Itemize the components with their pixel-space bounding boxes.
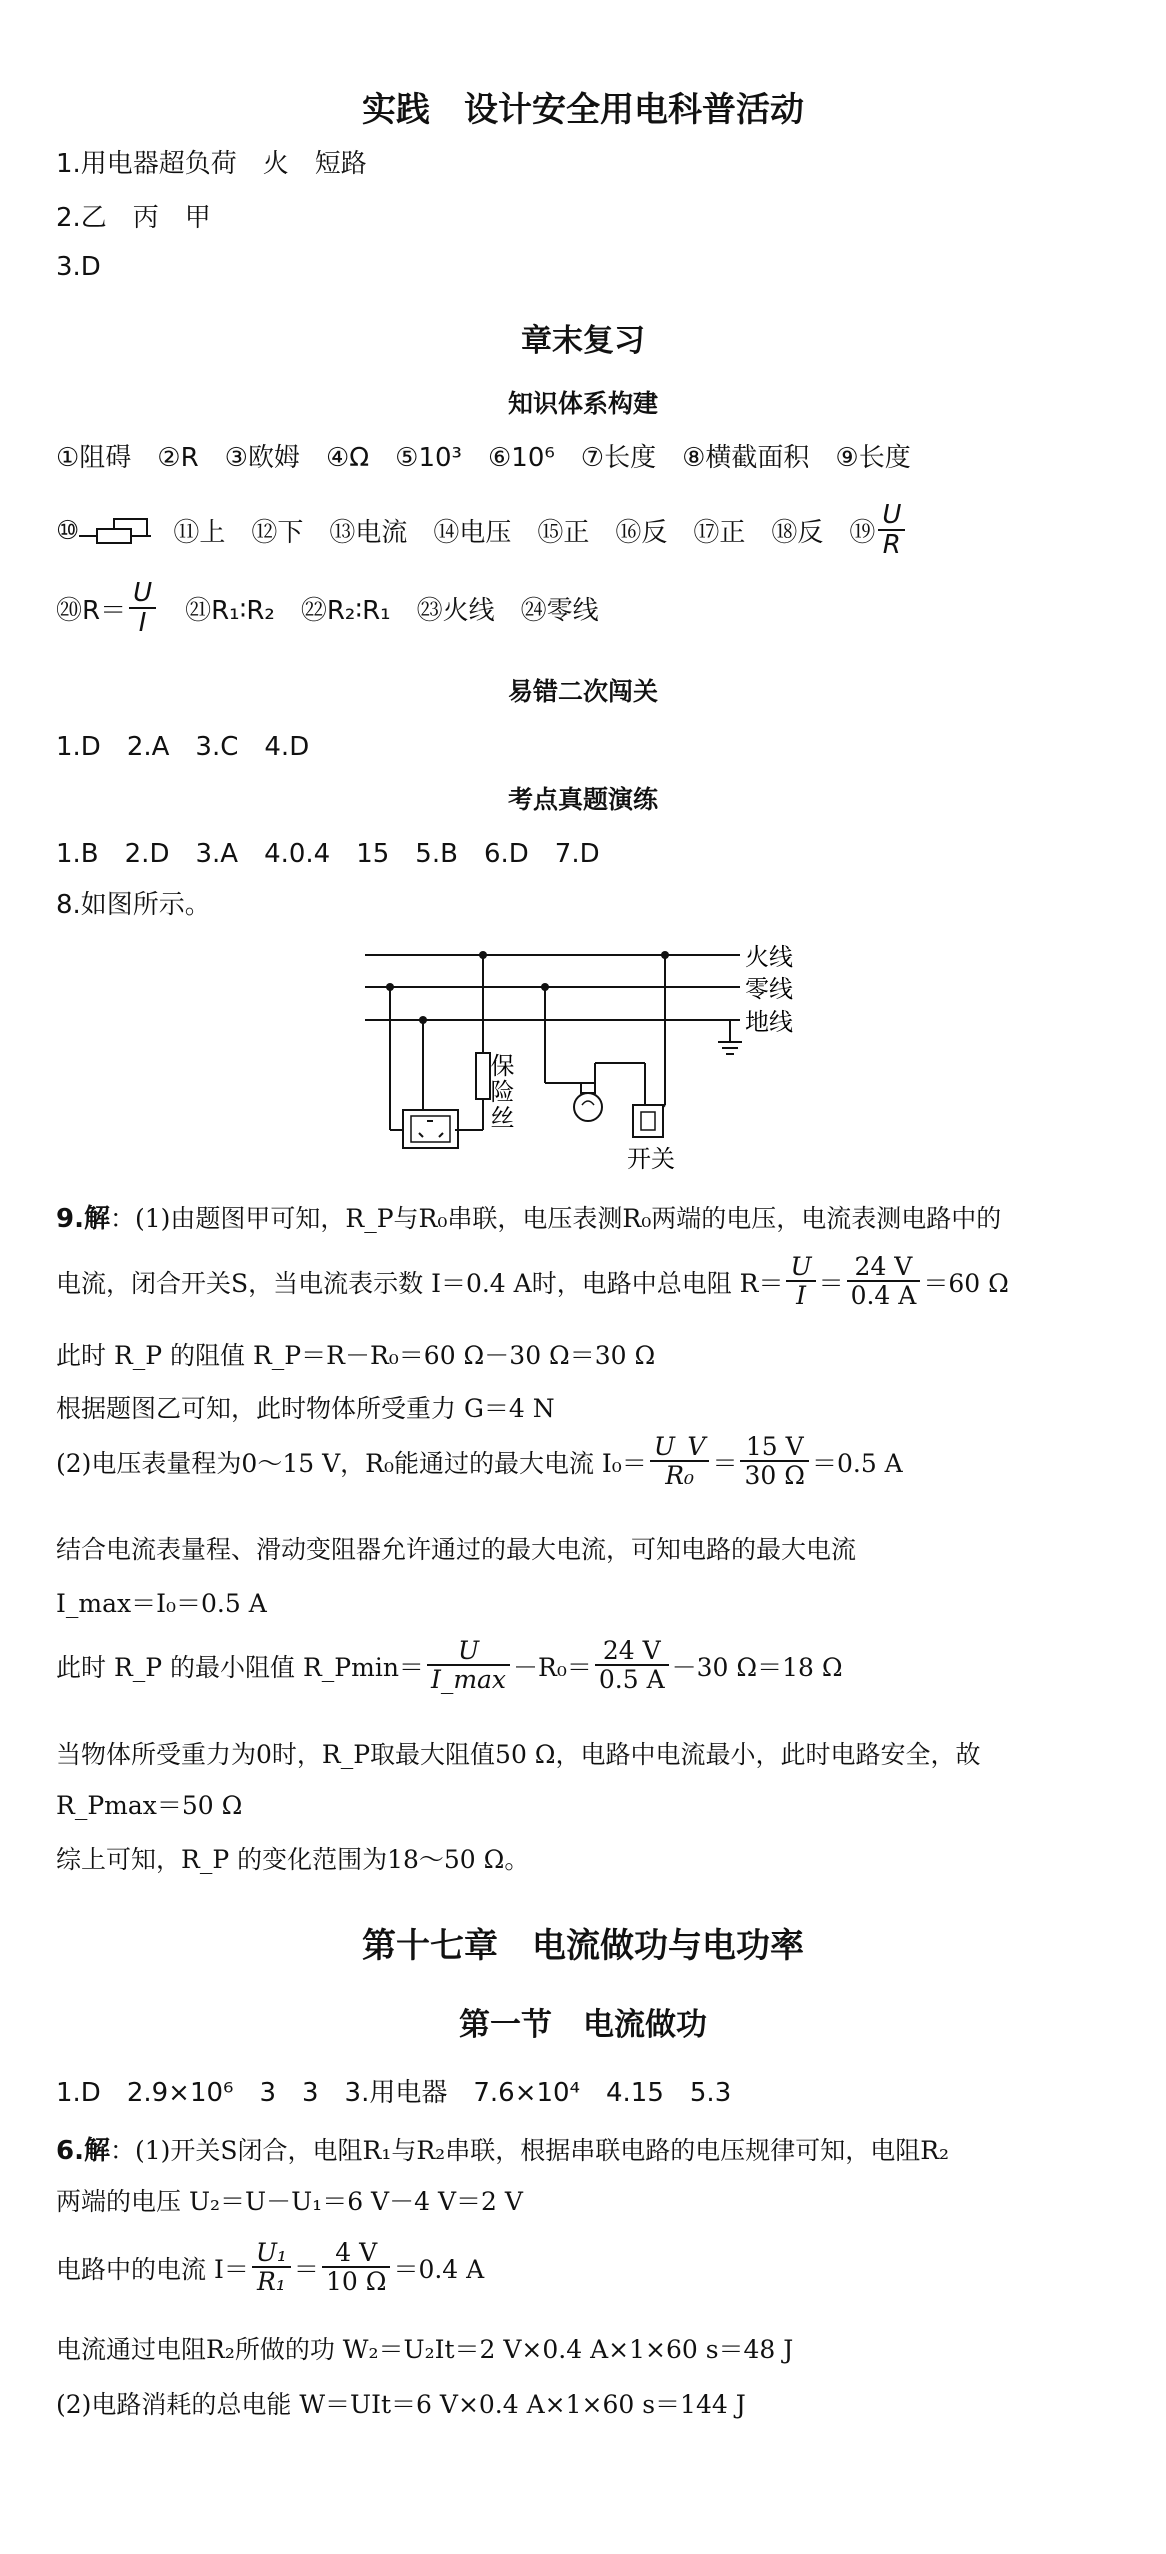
q6-line-1: 6.解：(1)开关S闭合，电阻R₁与R₂串联，根据串联电路的电压规律可知，电阻R₂ — [56, 2136, 950, 2166]
fraction: $\frac{\text{U₁}}{\text{R₁}}$ — [252, 2240, 291, 2296]
fraction: $\frac{4 V}{10 \Omega}$ — [322, 2240, 391, 2296]
q9-line-10: R_Pmax＝50 Ω — [56, 1791, 243, 1820]
q6-line-4: 电流通过电阻R₂所做的功 W₂＝U₂It＝2 V×0.4 A×1×60 s＝48 J — [56, 2335, 794, 2364]
q9-line-7: I_max＝I₀＝0.5 A — [56, 1589, 267, 1618]
fuse-label: 保险丝 — [486, 1053, 514, 1131]
q9-line-3: 此时 R_P 的阻值 R_P＝R－R₀＝60 Ω－30 Ω＝30 Ω — [56, 1341, 656, 1370]
fraction: $\frac{24 V}{0.4 A}$ — [847, 1254, 921, 1310]
practice-answer-2: 2.乙 丙 甲 — [56, 203, 211, 233]
fraction: $\frac{U}{I}$ — [786, 1254, 815, 1310]
question-8: 8.如图所示。 — [56, 890, 211, 920]
chapter-17-title: 第十七章 电流做功与电功率 — [362, 1926, 804, 1966]
ground-wire-label: 地线 — [745, 1008, 793, 1036]
fraction: $\frac{U\_V}{\text{R₀}}$ — [650, 1434, 710, 1490]
q9-line-1: 9.解：(1)由题图甲可知，R_P与R₀串联，电压表测R₀两端的电压，电流表测电路中的 — [56, 1204, 1002, 1234]
q9-line-5: (2)电压表量程为0～15 V，R₀能通过的最大电流 I₀＝ $\frac{U\_V}{\text{R₀}}$ ＝ $\frac{15 V}{30 \Omega}$ ＝0.5 A — [56, 1432, 903, 1491]
socket-icon — [403, 1110, 458, 1148]
exam-answers: 1.B 2.D 3.A 4.0.4 15 5.B 6.D 7.D — [56, 839, 600, 869]
fraction-u-over-i: $\frac{U}{I}$ — [129, 580, 156, 638]
fraction-u-over-r: $\frac{U}{R}$ — [878, 502, 905, 560]
knowledge-row-1: ①阻碍 ②R ③欧姆 ④Ω ⑤10³ ⑥10⁶ ⑦长度 ⑧横截面积 ⑨长度 — [56, 443, 911, 473]
light-bulb-icon — [574, 1083, 602, 1121]
practice-answer-1: 1.用电器超负荷 火 短路 — [56, 149, 367, 179]
fraction: $\frac{15 V}{30 \Omega}$ — [740, 1434, 809, 1490]
knowledge-row-3 — [56, 580, 1136, 638]
fraction: $\frac{24 V}{0.5 A}$ — [595, 1638, 669, 1694]
knowledge-row-2-items: ⑪上 ⑫下 ⑬电流 ⑭电压 ⑮正 ⑯反 ⑰正 ⑱反 ⑲ — [173, 518, 876, 549]
mistakes-heading: 易错二次闯关 — [507, 677, 658, 706]
q9-line-11: 综上可知，R_P 的变化范围为18～50 Ω。 — [56, 1845, 530, 1874]
section-1-title: 第一节 电流做功 — [459, 2007, 707, 2043]
rheostat-symbol-icon — [79, 516, 151, 546]
mistakes-answers: 1.D 2.A 3.C 4.D — [56, 732, 310, 762]
neutral-wire-label: 零线 — [745, 975, 793, 1003]
household-circuit-diagram — [355, 935, 825, 1185]
practice-title: 实践 设计安全用电科普活动 — [362, 90, 804, 130]
exam-heading: 考点真题演练 — [507, 785, 658, 814]
switch-label: 开关 — [627, 1145, 675, 1173]
q6-line-5: (2)电路消耗的总电能 W＝UIt＝6 V×0.4 A×1×60 s＝144 J — [56, 2390, 746, 2419]
knowledge-row-3-items: ㉑R₁∶R₂ ㉒R₂∶R₁ ㉓火线 ㉔零线 — [159, 596, 599, 627]
q9-line-4: 根据题图乙可知，此时物体所受重力 G＝4 N — [56, 1394, 555, 1423]
q6-line-3: 电路中的电流 I＝ $\frac{\text{U₁}}{\text{R₁}}$ ＝ $\frac{4 V}{10 \Omega}$ ＝0.4 A — [56, 2238, 485, 2297]
q9-line-9: 当物体所受重力为0时，R_P取最大阻值50 Ω，电路中电流最小，此时电路安全，故 — [56, 1740, 981, 1769]
q9-line-6: 结合电流表量程、滑动变阻器允许通过的最大电流，可知电路的最大电流 — [56, 1535, 857, 1564]
q9-line-8: 此时 R_P 的最小阻值 R_Pmin＝ $\frac{U}{I\_\max}$ －R₀＝ $\frac{24 V}{0.5 A}$ －30 Ω＝18 Ω — [56, 1636, 843, 1695]
fraction: $\frac{U}{I\_\max}$ — [427, 1638, 510, 1694]
review-title: 章末复习 — [521, 323, 645, 359]
live-wire-label: 火线 — [745, 943, 793, 971]
item-10-label: ⑩ — [56, 515, 80, 546]
knowledge-heading: 知识体系构建 — [507, 389, 658, 418]
section-1-answers: 1.D 2.9×10⁶ 3 3 3.用电器 7.6×10⁴ 4.15 5.3 — [56, 2078, 732, 2108]
q6-line-2: 两端的电压 U₂＝U－U₁＝6 V－4 V＝2 V — [56, 2187, 523, 2216]
knowledge-row-2 — [56, 502, 1136, 560]
item-20-label: ⑳R＝ — [56, 596, 127, 627]
q9-line-2: 电流，闭合开关S，当电流表示数 I＝0.4 A时，电路中总电阻 R＝ $\frac{U}{I}$ ＝ $\frac{24 V}{0.4 A}$ ＝60 Ω — [56, 1252, 1009, 1311]
switch-icon — [633, 1105, 663, 1137]
practice-answer-3: 3.D — [56, 252, 101, 282]
ground-symbol-icon — [718, 1042, 742, 1054]
